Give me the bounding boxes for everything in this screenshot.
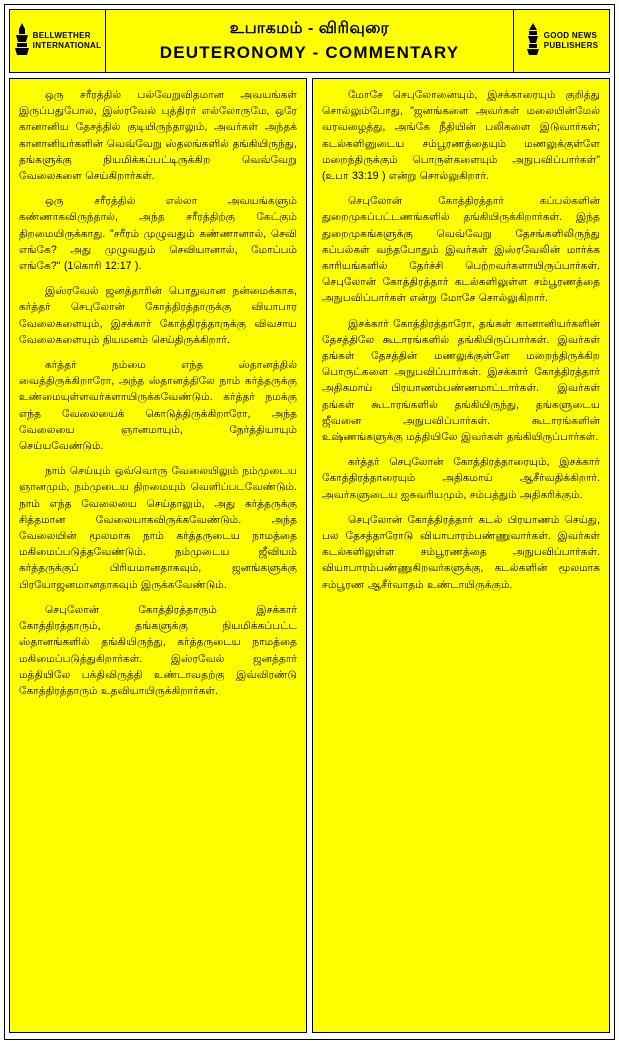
- bellwether-line2: INTERNATIONAL: [32, 41, 102, 50]
- torch-icon: [525, 22, 541, 61]
- tower-icon: [14, 22, 30, 61]
- logo-row-left: [11, 22, 104, 61]
- paragraph: இஸ்ரவேல் ஜனத்தாரின் பொதுவான நன்மைக்காக, கர்த்தர் செபுலோன் கோத்திரத்தாருக்கு வியாபார வேலைகளையும், இசக்கார் கோத்திரத்தாருக்கு விவசாய வேலைகளையும் நியமனம் செய்திருக்கிறார்.: [19, 285, 297, 346]
- page-title-english: DEUTERONOMY - COMMENTARY: [159, 42, 460, 62]
- paragraph: நாம் செய்யும் ஒவ்வொரு வேலையிலும் நம்முடைய ஞானமும், நம்முடைய திறமையும் வெளிப்படவேண்டும். நாம் எந்த வேலையை செய்தாலும், அது கர்த்தருக்கு சித்தமான வேலையாகவிருக்கவேண்டும். அந்த வேலையின் மூலமாக நாம் கர்த்தருடைய நாமத்தை மகிமைப்படுத்தவேண்டும். நம்முடைய ஜீவியம் கர்த்தருக்குப் பிரியமானதாகவும், ஜனங்களுக்கு பிரயோஜனமானதாகவும் இருக்கவேண்டும்.: [19, 465, 297, 591]
- good-news-line1: GOOD NEWS: [543, 31, 598, 40]
- left-column: [9, 78, 307, 1033]
- page-title: [106, 10, 513, 72]
- page-title-tamil: உபாகமம் - விரிவுரை: [229, 19, 390, 37]
- paragraph: கர்த்தர் செபுலோன் கோத்திரத்தாரையும், இசக்கார் கோத்திரத்தாரையும் அதிகமாய் ஆசீர்வதிக்கிறார். அவர்களுடைய ஐசுவரியமும், சம்பத்தும் அதிகரிக்கும்.: [322, 456, 600, 501]
- good-news-publishers-logo: [513, 10, 609, 72]
- page-header: [9, 9, 610, 73]
- page-frame: [4, 4, 615, 1040]
- paragraph: மோசே செபுலோனையும், இசக்காரையும் குறித்து சொல்லும்போது, "ஜனங்களை அவர்கள் மலையின்மேல் வரவழைத்து, அங்கே நீதியின் பலிகளை இடுவார்கள்; கடல்களினுடைய சம்பூரணத்தையும் மணலுக்குள்ளே மறைந்திருக்கும் பொருள்களையும் அநுபவிப்பார்கள்" (உபா 33:19 ) என்று சொல்லுகிறார்.: [322, 89, 600, 183]
- content-columns: [9, 78, 610, 1033]
- right-column: [312, 78, 610, 1033]
- paragraph: ஒரு சரீரத்தில் எல்லா அவயங்களும் கண்ணாகவிருந்தால், அந்த சரீரத்திற்கு கேட்கும் திறமையிருக்காது. "சரீரம் முழுவதும் கண்ணானால், செவி எங்கே? அது முழுவதும் செவியானால், மோப்பம் எங்கே?" (1கொரி 12:17 ).: [19, 195, 297, 273]
- bellwether-international-logo: [10, 10, 106, 72]
- paragraph: செபுலோன் கோத்திரத்தாரும் இசக்கார் கோத்திரத்தாரும், தங்களுக்கு நியமிக்கப்பட்ட ஸ்தானங்களில் தங்கியிருந்து, கர்த்தருடைய நாமத்தை மகிமைப்படுத்துகிறார்கள். இஸ்ரவேல் ஜனத்தார் மத்தியிலே பக்திவிருத்தி உண்டாவதற்கு இவ்விரண்டு கோத்திரத்தாரும் உதவியாயிருக்கிறார்கள்.: [19, 603, 297, 697]
- paragraph: செபுலோன் கோத்திரத்தார் கடல் பிரயாணம் செய்து, பல தேசத்தாரோடு வியாபாரம்பண்ணுவார்கள். இவர்கள் கடல்களிலுள்ள சம்பூரணத்தை அநுபவிப்பார்கள். வியாபாரம்பண்ணுகிறவர்களுக்கு, கடல்களின் மூலமாக சம்பூரண ஆசீர்வாதம் உண்டாயிருக்கும்.: [322, 513, 600, 591]
- paragraph: இசக்கார் கோத்திரத்தாரோ, தங்கள் கானானியர்களின் தேசத்திலே கூடாரங்களில் தங்கியிருப்பார்கள். இவர்கள் தங்கள் தேசத்தின் மணலுக்குள்ளே மறைந்திருக்கிற பொருட்களை அநுபவிப்பார்கள். இசக்கார் கோத்திரத்தார் அதிகமாய் பிரயாணம்பண்ணமாட்டார்கள். இவர்கள் தங்கள் கூடாரங்களில் தங்கியிருந்து, தங்களுடைய ஜீவனை அநுபவிப்பார்கள். கூடாரங்களின் உஷ்ணங்களுக்கு மத்தியிலே இவர்கள் தங்கியிருப்பார்கள்.: [322, 317, 600, 444]
- good-news-logo-text: [544, 31, 599, 51]
- paragraph: ஒரு சரீரத்தில் பல்வேறுவிதமான அவயங்கள் இருப்பதுபோல, இஸ்ரவேல் புத்திரர் எல்லோருமே, ஒரே கானானிய தேசத்தில் குடியிருந்தாலும், அவர்கள் அந்தக் கானானியர்களின் வெவ்வேறு ஸ்தலங்களில் தங்கியிருந்து, தங்களுக்கு நியமிக்கப்பட்டிருக்கிற வெவ்வேறு வேலைகளை செய்கிறார்கள்.: [19, 89, 297, 183]
- good-news-line2: PUBLISHERS: [543, 41, 599, 50]
- bellwether-logo-text: [33, 31, 102, 51]
- paragraph: செபுலோன் கோத்திரத்தார் கப்பல்களின் துறைமுகப்பட்டணங்களில் தங்கியிருக்கிறார்கள். இந்த துறைமுகங்களுக்கு வெவ்வேறு தேசங்களிலிருந்து கப்பல்கள் வந்தபோதும் இவர்கள் இஸ்ரவேலின் மார்க்க காரியங்களில் தேர்ச்சி பெற்றவர்களாயிருப்பார்கள். செபுலோன் கோத்திரத்தார் கடல்களிலுள்ள சம்பூரணத்தை அநுபவிப்பார்கள் என்று மோசே சொல்லுகிறார்.: [322, 195, 600, 305]
- paragraph: கர்த்தர் நம்மை எந்த ஸ்தானத்தில் வைத்திருக்கிறாரோ, அந்த ஸ்தானத்திலே நாம் கர்த்தருக்கு உண்மையுள்ளவர்களாயிருக்கவேண்டும். கர்த்தர் நமக்கு எந்த வேலையைக் கொடுத்திருக்கிறாரோ, அந்த வேலையை ஞானமாயும், நேர்த்தியாயும் செய்யவேண்டும்.: [19, 359, 297, 453]
- logo-row-right: [515, 22, 608, 61]
- bellwether-line1: BELLWETHER: [32, 31, 91, 40]
